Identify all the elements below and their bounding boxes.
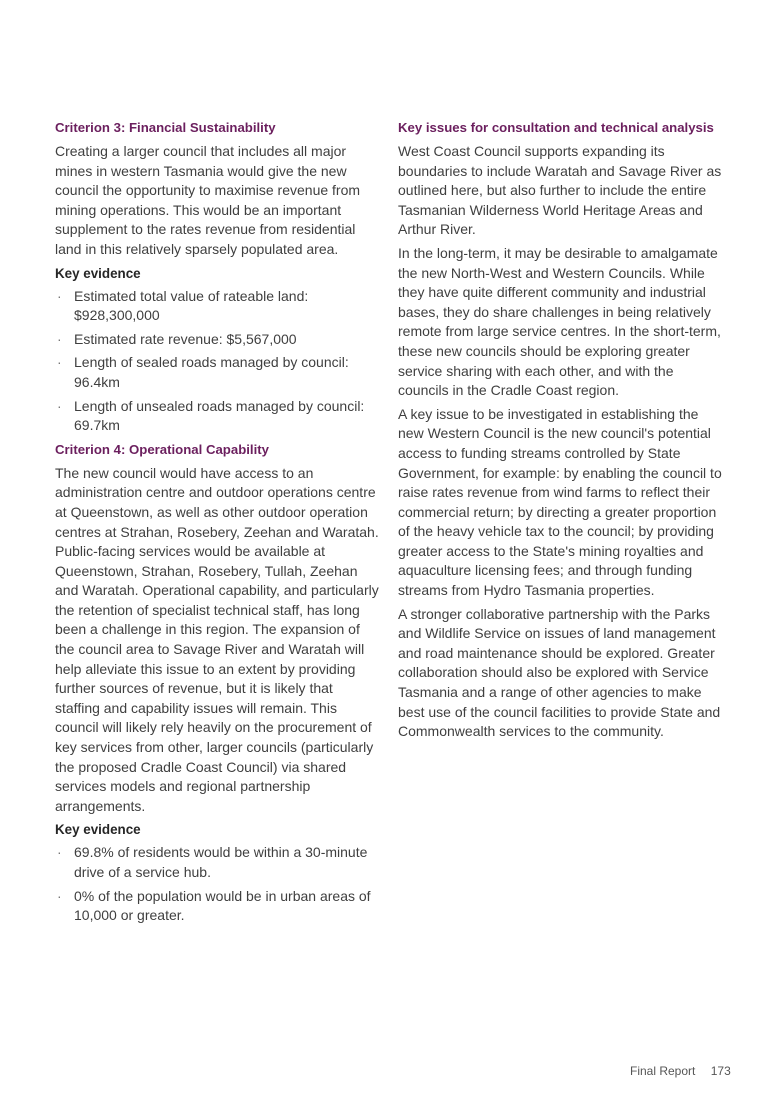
list-item — [55, 397, 379, 436]
key-issues-paragraph: In the long-term, it may be desirable to amalgamate the new North-West and Western Councils. While they have quite different community and industrial bases, they do share challenges in being relatively remote from large service centres. In the short-term, these new councils should be exploring greater service sharing with each other, and with the councils in the Cradle Coast region. — [398, 244, 721, 399]
bullet-icon: · — [57, 354, 62, 371]
criterion-3-key-evidence-heading: Key evidence — [55, 265, 141, 281]
criterion-3-heading: Criterion 3: Financial Sustainability — [55, 120, 276, 135]
page-number: 173 — [710, 1064, 731, 1078]
key-issues-paragraph: A key issue to be investigated in establishing the new Western Council is the new council's potential access to funding streams controlled by State Government, for example: by enabling the council to raise rates revenue from wind farms to reflect their commercial return; by directing a greater proportion of the heavy vehicle tax to the council; by providing greater access to the State's mining royalties and aquaculture licensing fees; and through funding streams from Hydro Tasmania properties. — [398, 405, 722, 599]
list-item — [55, 887, 379, 926]
footer-label: Final Report — [630, 1064, 696, 1078]
criterion-4-paragraph: The new council would have access to an administration centre and outdoor operations centre at Queenstown, as well as other outdoor operation centres at Strahan, Rosebery, Zeehan and Waratah. Public-facing services would be available at Queenstown, Strahan, Rosebery, Tullah, Zeehan and Waratah. Operational capability, and particularly the retention of specialist technical staff, has long been a challenge in this region. The expansion of the council area to Savage River and Waratah will help alleviate this issue to an extent by providing further sources of revenue, but it is likely that staffing and capability issues will remain. This council will likely rely heavily on the procurement of key services from other, larger councils (particularly the proposed Cradle Coast Council) via shared services models and regional partnership arrangements. — [55, 464, 379, 814]
list-item — [55, 843, 379, 882]
page-footer — [630, 1064, 731, 1078]
list-item-text: Length of unsealed roads managed by council: 69.7km — [74, 397, 365, 434]
criterion-4-key-evidence-heading: Key evidence — [55, 822, 141, 838]
key-issues-paragraph: West Coast Council supports expanding its boundaries to include Waratah and Savage River as outlined here, but also further to include the entire Tasmanian Wilderness World Heritage Areas and Arthur River. — [398, 143, 722, 238]
key-issues-paragraph: A stronger collaborative partnership with the Parks and Wildlife Service on issues of land management and road maintenance should be explored. Greater collaboration should also be explored with Service Tasmania and a range of other agencies to make best use of the council facilities to provide State and Commonwealth services to the community. — [398, 605, 721, 740]
bullet-icon: · — [57, 844, 62, 861]
bullet-icon: · — [57, 330, 62, 347]
bullet-icon: · — [57, 287, 62, 304]
criterion-3-paragraph: Creating a larger council that includes all major mines in western Tasmania would give the new council the opportunity to maximise revenue from mining operations. This would be an important supplement to the rates revenue from residential land in this relatively sparsely populated area. — [55, 143, 361, 257]
list-item — [55, 330, 379, 350]
key-issues-heading: Key issues for consultation and technical analysis — [398, 120, 714, 135]
list-item — [55, 353, 379, 392]
list-item-text: Length of sealed roads managed by council: 96.4km — [74, 354, 349, 390]
list-item-text: Estimated rate revenue: $5,567,000 — [74, 330, 297, 347]
list-item-text: 69.8% of residents would be within a 30-minute drive of a service hub. — [74, 844, 368, 880]
bullet-icon: · — [57, 887, 62, 904]
left-column — [55, 118, 379, 930]
list-item-text: Estimated total value of rateable land: $928,300,000 — [74, 287, 309, 324]
criterion-4-heading: Criterion 4: Operational Capability — [55, 441, 269, 457]
list-item — [55, 287, 379, 326]
criterion-4-evidence-list — [55, 843, 379, 925]
criterion-3-evidence-list — [55, 287, 379, 436]
bullet-icon: · — [57, 397, 62, 414]
list-item-text: 0% of the population would be in urban areas of 10,000 or greater. — [74, 887, 371, 924]
right-column — [398, 118, 722, 746]
